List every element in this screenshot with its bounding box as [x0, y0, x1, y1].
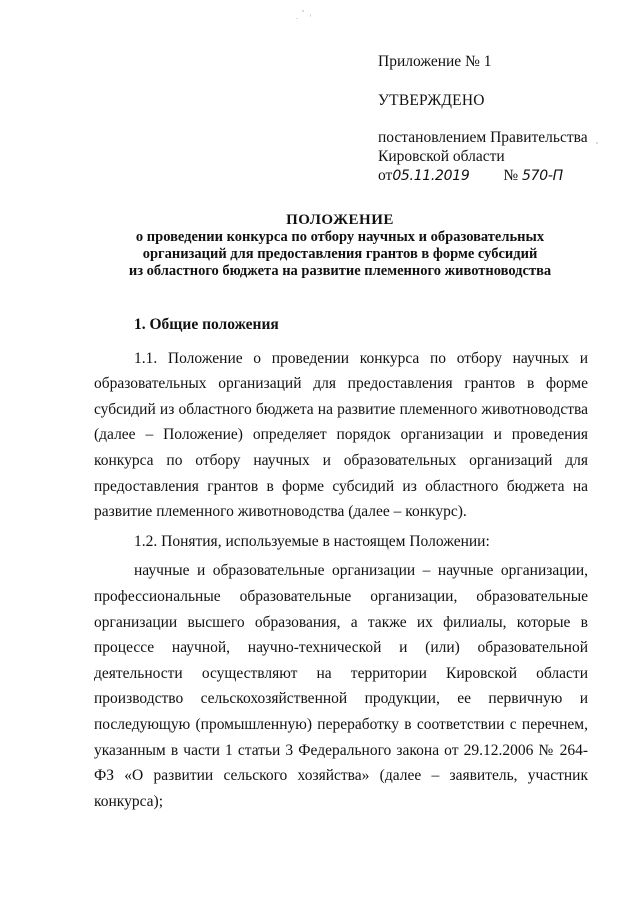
date-prefix: от [378, 167, 393, 184]
document-subtitle-line2: организаций для предоставления грантов в форме субсидий [142, 246, 538, 262]
approval-block [378, 52, 618, 186]
document-subtitle-line1: о проведении конкурса по отбору научных и образовательных [135, 229, 545, 245]
scan-speck [296, 18, 298, 19]
paragraph-definition: научные и образовательные организации – научные организации, профессиональные образовательные организации, образовательные организации высшего образования, а также их филиалы, которые в процессе научной, научно-технической и (или) образовательной деятельности осуществляют на территории Кировской области производство сельскохозяйственной продукции, ее первичную и последующую (промышленную) переработку в соответствии с перечнем, указанным в части 1 статьи 3 Федерального закона от 29.12.2006 № 264-ФЗ «О развитии сельского хозяйства» (далее – заявитель, участник конкурса); [94, 562, 588, 810]
scan-speck [302, 10, 304, 12]
approved-by-line2: Кировской области [378, 148, 505, 165]
approved-stamp-text: УТВЕРЖДЕНО [378, 92, 485, 109]
paragraph-1-2: 1.2. Понятия, используемые в настоящем Положении: [134, 532, 490, 550]
paragraph-1-1: 1.1. Положение о проведении конкурса по отбору научных и образовательных организаций для предоставления грантов в форме субсидий из областного бюджета на развитие племенного животноводства (далее – Положение) определяет порядок организации и проведения конкурса по отбору научных и образовательных организаций для предоставления грантов в форме субсидий из областного бюджета на развитие племенного животноводства (далее – конкурс). [94, 349, 588, 521]
number-prefix: № [503, 167, 519, 184]
document-title-block [60, 212, 620, 280]
document-subtitle-line3: из областного бюджета на развитие племенного животноводства [128, 263, 552, 279]
approval-number: 570-П [522, 168, 563, 184]
appendix-label: Приложение № 1 [378, 53, 492, 70]
document-title: ПОЛОЖЕНИЕ [286, 212, 394, 228]
approved-by-line1: постановлением Правительства [378, 129, 588, 146]
document-body [94, 312, 588, 814]
scan-speck [310, 14, 311, 17]
approval-date-number [378, 166, 618, 186]
section-heading: 1. Общие положения [134, 316, 279, 333]
approval-date: 05.11.2019 [392, 168, 470, 184]
